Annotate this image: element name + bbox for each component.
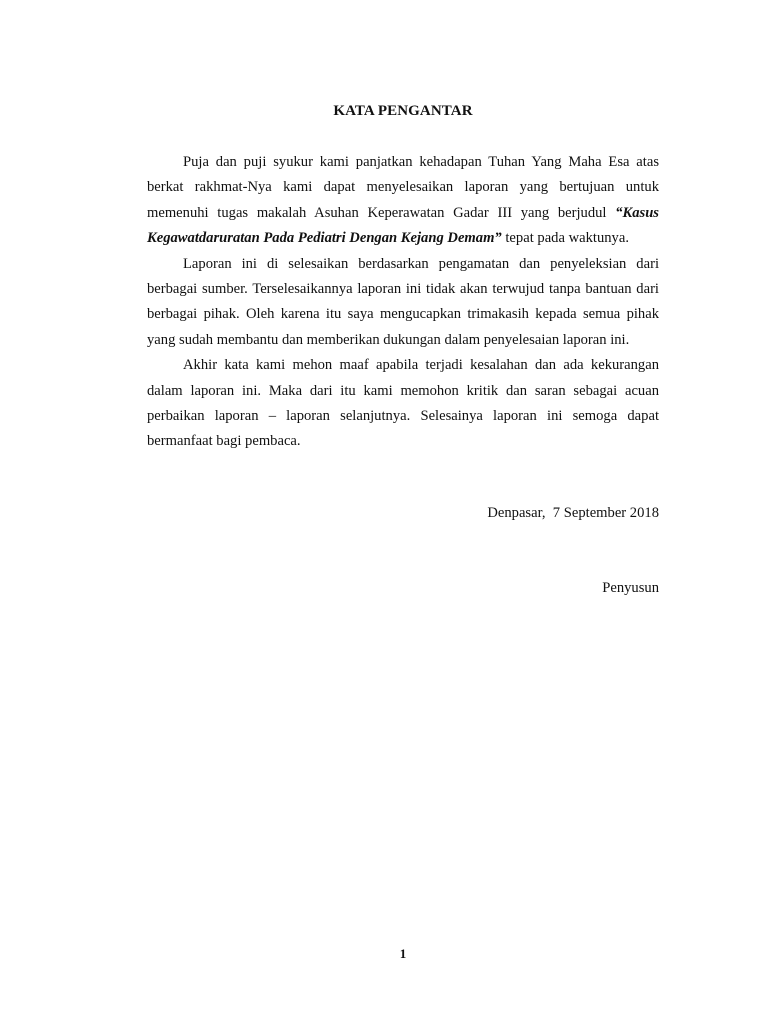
page-number: 1	[399, 946, 407, 961]
paragraph-3: Akhir kata kami mehon maaf apabila terjadi kesalahan dan ada kekurangan dalam laporan ini. Maka dari itu kami memohon kritik dan saran sebagai acuan perbaikan laporan – laporan selanjutnya. Selesainya laporan ini semoga dapat bermanfaat bagi pembaca.	[147, 357, 659, 450]
paragraph-2: Laporan ini di selesaikan berdasarkan pengamatan dan penyeleksian dari berbagai sumber. Terselesaikannya laporan ini tidak akan terwujud tanpa bantuan dari berbagai pihak. Oleh karena itu saya mengucapkan trimakasih kepada semua pihak yang sudah membantu dan memberikan dukungan dalam penyelesaian laporan ini.	[147, 255, 659, 348]
page-title: KATA PENGANTAR	[333, 103, 473, 119]
place-date: Denpasar, 7 September 2018	[487, 505, 659, 521]
paragraph-1-emphasis: “Kasus Kegawatdaruratan Pada Pediatri Dengan Kejang Demam”	[147, 204, 659, 247]
paragraph-1-text: Puja dan puji syukur kami panjatkan kehadapan Tuhan Yang Maha Esa atas berkat rakhmat-Nya kami dapat menyelesaikan laporan yang bertujuan untuk memenuhi tugas makalah Asuhan Keperawatan Gadar III yang berjudul	[147, 154, 659, 221]
paragraph-1-text-end: tepat pada waktunya.	[501, 230, 629, 247]
document-body	[147, 150, 659, 455]
paragraph-1	[147, 150, 659, 252]
signer: Penyusun	[602, 580, 659, 596]
